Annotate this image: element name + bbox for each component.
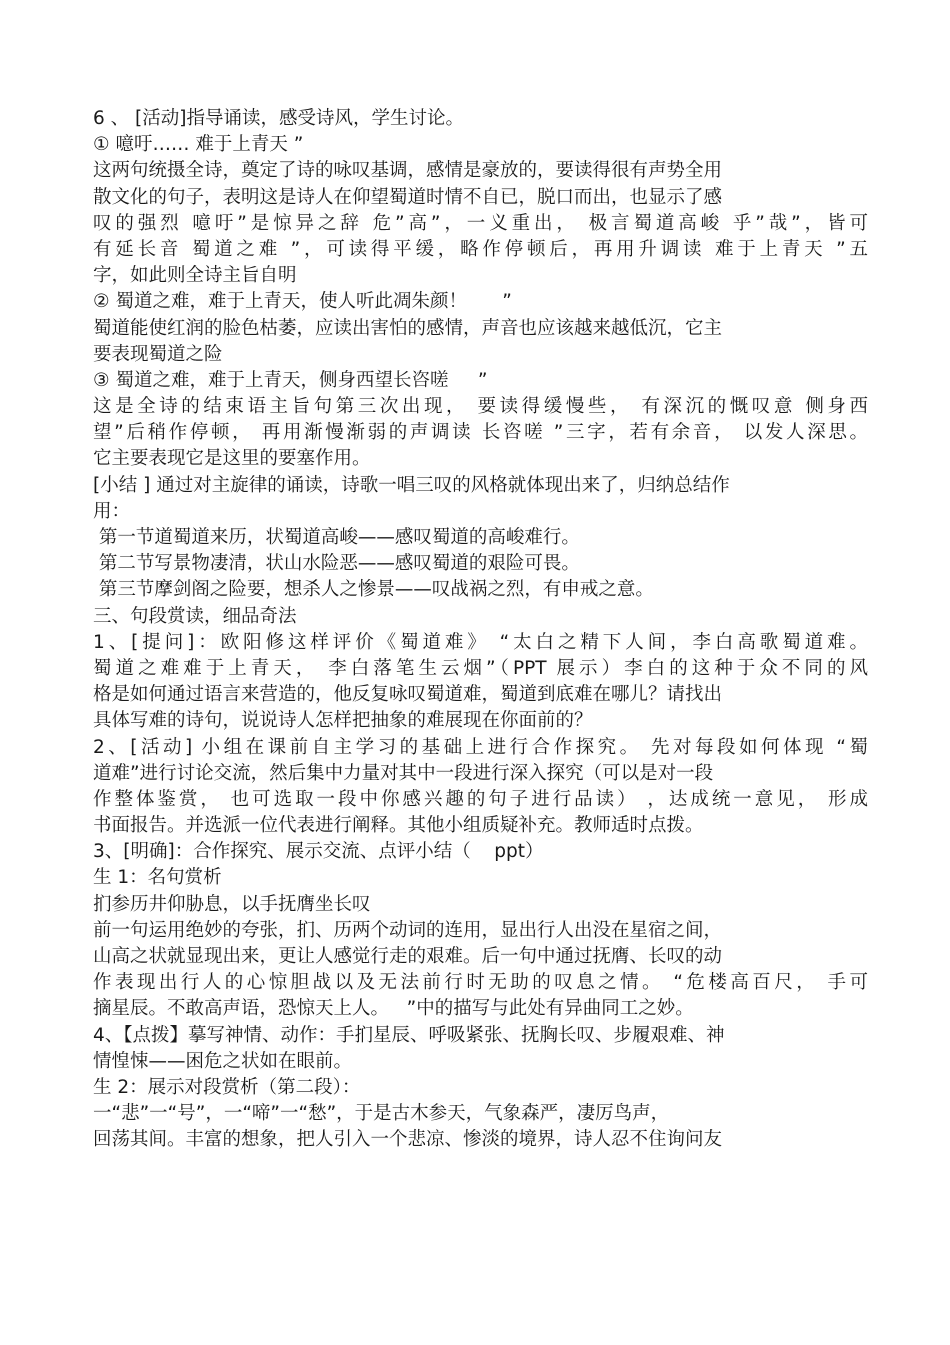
text-line: 望”后稍作停顿， 再用渐慢渐弱的声调读 长咨嗟 ”三字，若有余音， 以发人深思。 (93, 422, 868, 444)
text-line: 蜀道之难难于上青天， 李白落笔生云烟”（PPT 展示）李白的这种于众不同的风 (93, 657, 868, 679)
text-line: ① 噫吁…… 难于上青天 ” (93, 134, 304, 156)
text-line: 用： (93, 500, 131, 522)
text-line: 第三节摩剑阁之险要，想杀人之惨景——叹战祸之烈，有申戒之意。 (93, 579, 654, 601)
text-line: 前一句运用绝妙的夸张，扪、历两个动词的连用，显出行人出没在星宿之间， (93, 919, 723, 941)
text-line: 2、[活动] 小组在课前自主学习的基础上进行合作探究。 先对每段如何体现 “蜀 (93, 736, 868, 758)
text-line: 1、[提问]：欧阳修这样评价《蜀道难》 “太白之精下人间，李白高歌蜀道难。 (93, 631, 868, 653)
text-line: 摘星辰。不敢高声语，恐惊天上人。 ”中的描写与此处有异曲同工之妙。 (93, 998, 694, 1020)
text-line: 书面报告。并选派一位代表进行阐释。其他小组质疑补充。教师适时点拨。 (93, 815, 704, 837)
text-line: 有延长音 蜀道之难 ”，可读得平缓，略作停顿后，再用升调读 难于上青天 ”五 (93, 238, 868, 260)
text-line: 3、[明确]：合作探究、展示交流、点评小结（ ppt） (93, 841, 544, 863)
text-line: 作表现出行人的心惊胆战以及无法前行时无助的叹息之情。 “危楼高百尺， 手可 (93, 972, 868, 994)
text-line: 要表现蜀道之险 (93, 343, 223, 365)
text-line: 格是如何通过语言来营造的，他反复咏叹蜀道难，蜀道到底难在哪儿？请找出 (93, 684, 723, 706)
text-line: 第一节道蜀道来历，状蜀道高峻——感叹蜀道的高峻难行。 (93, 527, 580, 548)
text-line: 它主要表现它是这里的要塞作用。 (93, 448, 371, 470)
text-line: 情惶悚——困危之状如在眼前。 (93, 1050, 353, 1072)
text-line: 蜀道能使红润的脸色枯萎，应读出害怕的感情，声音也应该越来越低沉，它主 (93, 317, 723, 339)
text-line: 叹的强烈 噫吁”是惊异之辞 危”高”，一义重出， 极言蜀道高峻 乎”哉”，皆可 (93, 212, 868, 234)
text-line: ② 蜀道之难，难于上青天，使人听此凋朱颜！ ” (93, 291, 512, 313)
document-body (93, 106, 868, 1154)
text-line: [小结 ] 通过对主旋律的诵读，诗歌一唱三叹的风格就体现出来了，归纳总结作 (93, 474, 730, 496)
text-line: 作整体鉴赏， 也可选取一段中你感兴趣的句子进行品读） ，达成统一意见， 形成 (93, 788, 868, 810)
text-line: 三、句段赏读，细品奇法 (93, 605, 297, 627)
text-line: 第二节写景物凄清，状山水险恶——感叹蜀道的艰险可畏。 (93, 553, 580, 575)
text-line: 生 1：名句赏析 (93, 867, 222, 889)
text-line: 道难”进行讨论交流，然后集中力量对其中一段进行深入探究（可以是对一段 (93, 762, 714, 784)
text-line: 字，如此则全诗主旨自明 (93, 265, 297, 287)
text-line: 4、【点拨】摹写神情、动作：手扪星辰、呼吸紧张、抚胸长叹、步履艰难、神 (93, 1024, 725, 1046)
text-line: 散文化的句子，表明这是诗人在仰望蜀道时情不自已，脱口而出，也显示了感 (93, 186, 723, 208)
text-line: 回荡其间。丰富的想象，把人引入一个悲凉、惨淡的境界，诗人忍不住询问友 (93, 1129, 723, 1151)
text-line: 山高之状就显现出来，更让人感觉行走的艰难。后一句中通过抚膺、长叹的动 (93, 946, 723, 967)
text-line: 扪参历井仰胁息，以手抚膺坐长叹 (93, 893, 371, 915)
text-line: 这是全诗的结束语主旨句第三次出现， 要读得缓慢些， 有深沉的慨叹意 侧身西 (93, 396, 868, 418)
text-line: 这两句统摄全诗，奠定了诗的咏叹基调，感情是豪放的，要读得很有声势全用 (93, 160, 723, 182)
text-line: 生 2：展示对段赏析（第二段）： (93, 1076, 361, 1098)
text-line: 6 、 [活动]指导诵读，感受诗风，学生讨论。 (93, 108, 464, 129)
text-line: 一“悲”一“号”，一“啼”一“愁”，于是古木参天，气象森严，凄厉鸟声， (93, 1103, 670, 1125)
text-line: 具体写难的诗句，说说诗人怎样把抽象的难展现在你面前的？ (93, 710, 593, 732)
text-line: ③ 蜀道之难，难于上青天，侧身西望长咨嗟 ” (93, 369, 488, 391)
